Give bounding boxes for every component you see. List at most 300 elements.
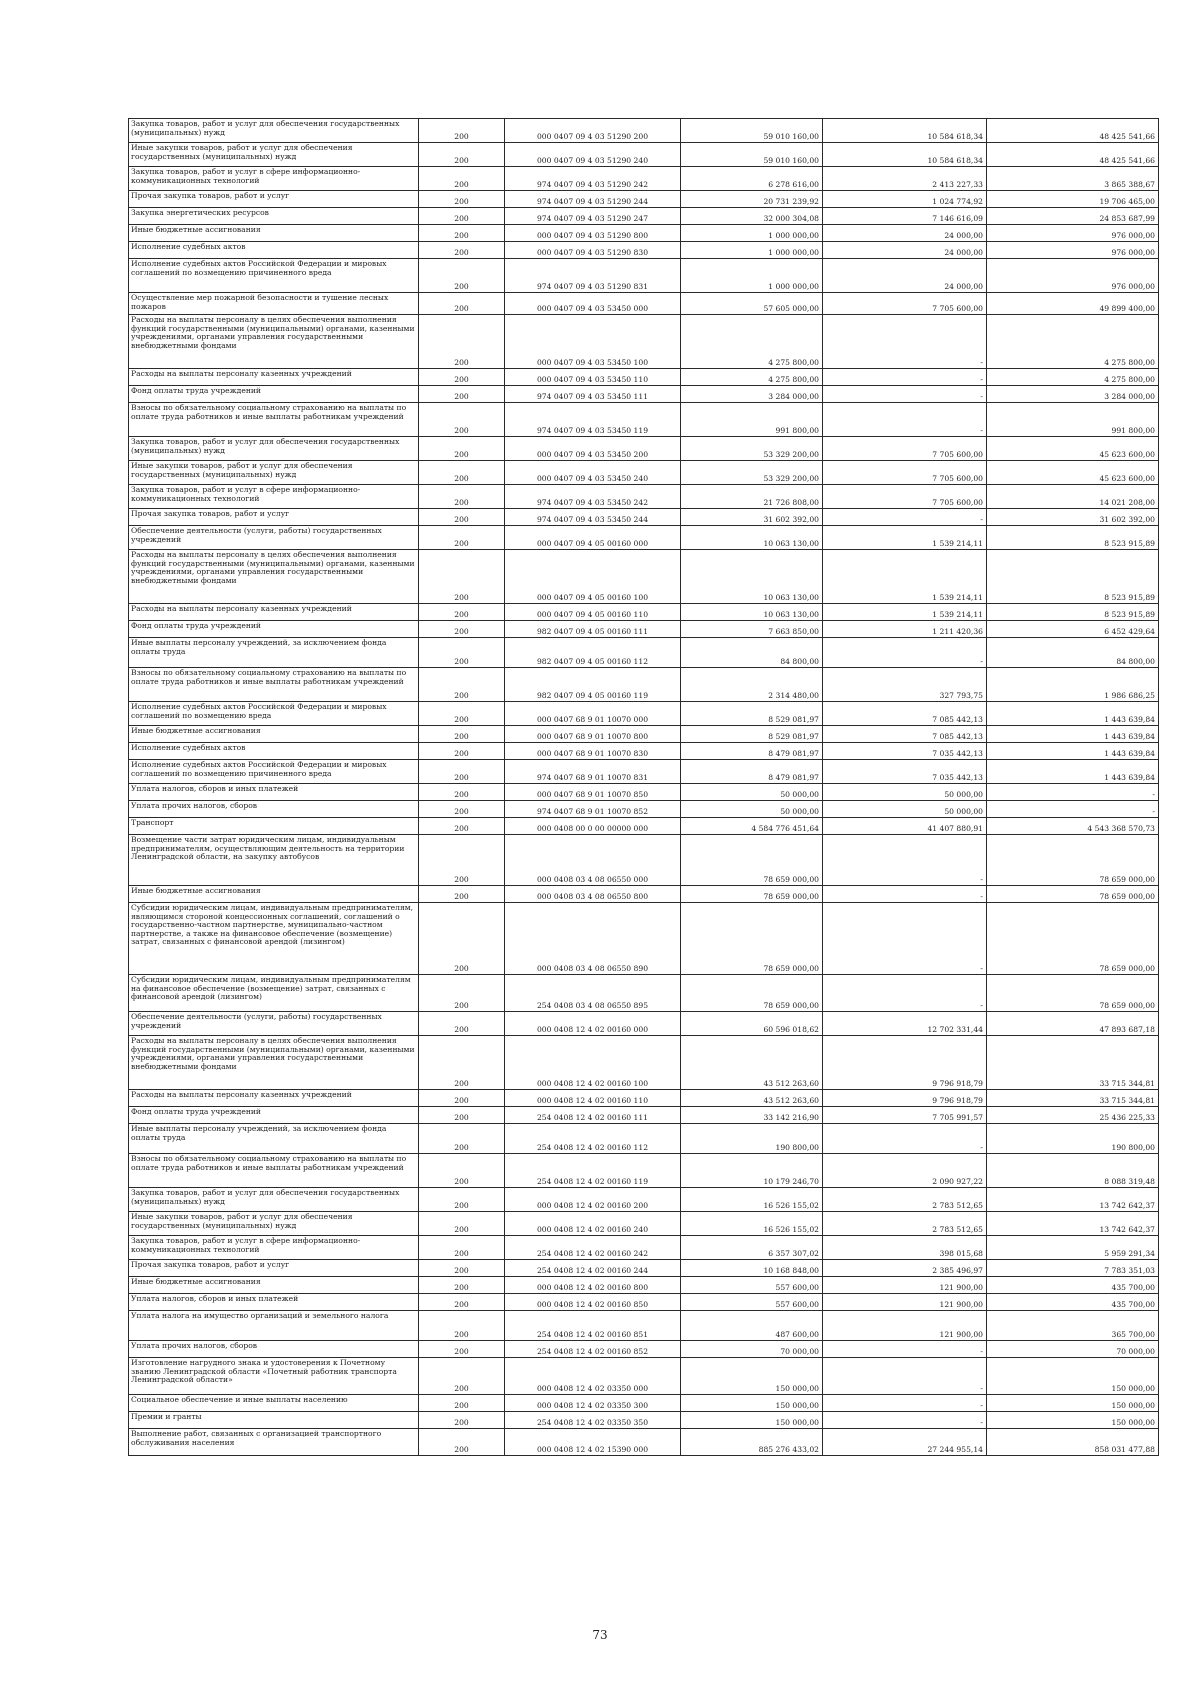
row-executed-amount-cell: 27 244 955,14 bbox=[823, 1429, 987, 1456]
row-executed-amount-cell: 7 705 600,00 bbox=[823, 293, 987, 315]
row-name-cell: Осуществление мер пожарной безопасности и тушение лесных пожаров bbox=[129, 293, 419, 315]
row-executed-amount-cell: 1 539 214,11 bbox=[823, 550, 987, 604]
row-classification-code-cell: 000 0408 12 4 02 00160 240 bbox=[505, 1212, 681, 1236]
row-unexecuted-amount-cell: 976 000,00 bbox=[987, 242, 1159, 259]
row-line-code-cell: 200 bbox=[419, 485, 505, 509]
table-row bbox=[129, 1358, 1159, 1395]
row-classification-code-cell: 000 0408 12 4 02 00160 100 bbox=[505, 1036, 681, 1090]
row-name-cell: Иные бюджетные ассигнования bbox=[129, 886, 419, 903]
row-unexecuted-amount-cell: 3 865 388,67 bbox=[987, 167, 1159, 191]
row-classification-code-cell: 982 0407 09 4 05 00160 111 bbox=[505, 621, 681, 638]
row-name-cell: Социальное обеспечение и иные выплаты населению bbox=[129, 1395, 419, 1412]
row-unexecuted-amount-cell: 8 523 915,89 bbox=[987, 550, 1159, 604]
row-line-code-cell: 200 bbox=[419, 760, 505, 784]
table-row bbox=[129, 242, 1159, 259]
row-unexecuted-amount-cell: 6 452 429,64 bbox=[987, 621, 1159, 638]
row-unexecuted-amount-cell: 45 623 600,00 bbox=[987, 437, 1159, 461]
table-row bbox=[129, 1012, 1159, 1036]
row-classification-code-cell: 254 0408 12 4 02 00160 851 bbox=[505, 1311, 681, 1341]
row-unexecuted-amount-cell: 991 800,00 bbox=[987, 403, 1159, 437]
row-classification-code-cell: 974 0407 09 4 03 53450 244 bbox=[505, 509, 681, 526]
row-line-code-cell: 200 bbox=[419, 403, 505, 437]
row-executed-amount-cell: 9 796 918,79 bbox=[823, 1090, 987, 1107]
row-unexecuted-amount-cell: 78 659 000,00 bbox=[987, 903, 1159, 975]
row-classification-code-cell: 000 0408 12 4 02 00160 110 bbox=[505, 1090, 681, 1107]
row-approved-amount-cell: 59 010 160,00 bbox=[681, 119, 823, 143]
table-row bbox=[129, 1429, 1159, 1456]
row-classification-code-cell: 000 0407 68 9 01 10070 000 bbox=[505, 702, 681, 726]
row-executed-amount-cell: 398 015,68 bbox=[823, 1236, 987, 1260]
table-row bbox=[129, 801, 1159, 818]
row-line-code-cell: 200 bbox=[419, 621, 505, 638]
row-classification-code-cell: 254 0408 12 4 02 00160 111 bbox=[505, 1107, 681, 1124]
row-classification-code-cell: 254 0408 12 4 02 00160 112 bbox=[505, 1124, 681, 1154]
row-line-code-cell: 200 bbox=[419, 167, 505, 191]
row-executed-amount-cell: - bbox=[823, 1358, 987, 1395]
table-row bbox=[129, 403, 1159, 437]
row-executed-amount-cell: 7 035 442,13 bbox=[823, 743, 987, 760]
table-row bbox=[129, 1188, 1159, 1212]
row-approved-amount-cell: 8 479 081,97 bbox=[681, 760, 823, 784]
table-row bbox=[129, 1412, 1159, 1429]
row-approved-amount-cell: 21 726 808,00 bbox=[681, 485, 823, 509]
row-approved-amount-cell: 57 605 000,00 bbox=[681, 293, 823, 315]
row-approved-amount-cell: 10 179 246,70 bbox=[681, 1154, 823, 1188]
row-executed-amount-cell: 7 705 600,00 bbox=[823, 461, 987, 485]
row-executed-amount-cell: 1 539 214,11 bbox=[823, 604, 987, 621]
row-line-code-cell: 200 bbox=[419, 1090, 505, 1107]
row-name-cell: Расходы на выплаты персоналу в целях обеспечения выполнения функций государственными (муниципальными) органами, казенными учреждениями, органами управления государственными внебюджетными фондами bbox=[129, 1036, 419, 1090]
row-name-cell: Субсидии юридическим лицам, индивидуальным предпринимателям, являющимся стороной концессионных соглашений, соглашений о государственно-частном партнерстве, муниципально-частном партнерстве, а также на финансовое обеспечение (возмещение) затрат, связанных с финансовой арендой (лизингом) bbox=[129, 903, 419, 975]
row-unexecuted-amount-cell: 31 602 392,00 bbox=[987, 509, 1159, 526]
row-line-code-cell: 200 bbox=[419, 1107, 505, 1124]
row-classification-code-cell: 000 0407 09 4 03 53450 240 bbox=[505, 461, 681, 485]
budget-execution-table bbox=[128, 118, 1159, 1456]
row-approved-amount-cell: 150 000,00 bbox=[681, 1395, 823, 1412]
row-line-code-cell: 200 bbox=[419, 702, 505, 726]
row-line-code-cell: 200 bbox=[419, 143, 505, 167]
row-unexecuted-amount-cell: 13 742 642,37 bbox=[987, 1188, 1159, 1212]
row-approved-amount-cell: 33 142 216,90 bbox=[681, 1107, 823, 1124]
row-executed-amount-cell: 121 900,00 bbox=[823, 1294, 987, 1311]
row-approved-amount-cell: 3 284 000,00 bbox=[681, 386, 823, 403]
row-approved-amount-cell: 7 663 850,00 bbox=[681, 621, 823, 638]
row-name-cell: Иные закупки товаров, работ и услуг для обеспечения государственных (муниципальных) нужд bbox=[129, 1212, 419, 1236]
row-executed-amount-cell: 7 085 442,13 bbox=[823, 702, 987, 726]
row-name-cell: Прочая закупка товаров, работ и услуг bbox=[129, 1260, 419, 1277]
row-approved-amount-cell: 70 000,00 bbox=[681, 1341, 823, 1358]
row-name-cell: Обеспечение деятельности (услуги, работы) государственных учреждений bbox=[129, 526, 419, 550]
table-row bbox=[129, 784, 1159, 801]
table-row bbox=[129, 119, 1159, 143]
table-row bbox=[129, 208, 1159, 225]
row-unexecuted-amount-cell: 1 443 639,84 bbox=[987, 702, 1159, 726]
row-classification-code-cell: 982 0407 09 4 05 00160 112 bbox=[505, 638, 681, 668]
row-classification-code-cell: 254 0408 12 4 02 00160 244 bbox=[505, 1260, 681, 1277]
table-row bbox=[129, 293, 1159, 315]
table-row bbox=[129, 760, 1159, 784]
page-number: 73 bbox=[592, 1628, 608, 1642]
row-executed-amount-cell: - bbox=[823, 1395, 987, 1412]
row-line-code-cell: 200 bbox=[419, 293, 505, 315]
row-executed-amount-cell: - bbox=[823, 903, 987, 975]
row-executed-amount-cell: 7 705 991,57 bbox=[823, 1107, 987, 1124]
table-row bbox=[129, 638, 1159, 668]
row-approved-amount-cell: 43 512 263,60 bbox=[681, 1090, 823, 1107]
row-line-code-cell: 200 bbox=[419, 1212, 505, 1236]
row-approved-amount-cell: 16 526 155,02 bbox=[681, 1212, 823, 1236]
row-line-code-cell: 200 bbox=[419, 604, 505, 621]
row-unexecuted-amount-cell: 150 000,00 bbox=[987, 1358, 1159, 1395]
row-name-cell: Исполнение судебных актов Российской Федерации и мировых соглашений по возмещению причиненного вреда bbox=[129, 760, 419, 784]
row-classification-code-cell: 974 0407 09 4 03 51290 831 bbox=[505, 259, 681, 293]
row-approved-amount-cell: 4 584 776 451,64 bbox=[681, 818, 823, 835]
table-row bbox=[129, 461, 1159, 485]
table-row bbox=[129, 369, 1159, 386]
row-unexecuted-amount-cell: 150 000,00 bbox=[987, 1395, 1159, 1412]
row-line-code-cell: 200 bbox=[419, 886, 505, 903]
row-name-cell: Возмещение части затрат юридическим лицам, индивидуальным предпринимателям, осуществляющим деятельность на территории Ленинградской области, на закупку автобусов bbox=[129, 835, 419, 886]
row-executed-amount-cell: 50 000,00 bbox=[823, 801, 987, 818]
row-unexecuted-amount-cell: 365 700,00 bbox=[987, 1311, 1159, 1341]
row-line-code-cell: 200 bbox=[419, 242, 505, 259]
row-classification-code-cell: 000 0407 68 9 01 10070 800 bbox=[505, 726, 681, 743]
table-row bbox=[129, 191, 1159, 208]
table-row bbox=[129, 818, 1159, 835]
table-row bbox=[129, 903, 1159, 975]
row-name-cell: Расходы на выплаты персоналу казенных учреждений bbox=[129, 1090, 419, 1107]
row-unexecuted-amount-cell: 84 800,00 bbox=[987, 638, 1159, 668]
row-classification-code-cell: 000 0407 09 4 03 51290 800 bbox=[505, 225, 681, 242]
row-name-cell: Транспорт bbox=[129, 818, 419, 835]
row-executed-amount-cell: 7 705 600,00 bbox=[823, 437, 987, 461]
table-row bbox=[129, 259, 1159, 293]
row-classification-code-cell: 000 0407 09 4 05 00160 110 bbox=[505, 604, 681, 621]
table-row bbox=[129, 437, 1159, 461]
row-line-code-cell: 200 bbox=[419, 437, 505, 461]
row-line-code-cell: 200 bbox=[419, 1294, 505, 1311]
row-name-cell: Изготовление нагрудного знака и удостоверения к Почетному званию Ленинградской области «Почетный работник транспорта Ленинградской области» bbox=[129, 1358, 419, 1395]
row-executed-amount-cell: 50 000,00 bbox=[823, 784, 987, 801]
table-row bbox=[129, 835, 1159, 886]
row-unexecuted-amount-cell: 8 088 319,48 bbox=[987, 1154, 1159, 1188]
row-unexecuted-amount-cell: - bbox=[987, 784, 1159, 801]
row-classification-code-cell: 000 0407 68 9 01 10070 830 bbox=[505, 743, 681, 760]
row-line-code-cell: 200 bbox=[419, 225, 505, 242]
row-name-cell: Субсидии юридическим лицам, индивидуальным предпринимателям на финансовое обеспечение (возмещение) затрат, связанных с финансовой арендой (лизингом) bbox=[129, 975, 419, 1012]
row-approved-amount-cell: 1 000 000,00 bbox=[681, 225, 823, 242]
row-approved-amount-cell: 150 000,00 bbox=[681, 1412, 823, 1429]
row-name-cell: Исполнение судебных актов bbox=[129, 743, 419, 760]
row-classification-code-cell: 000 0408 03 4 08 06550 000 bbox=[505, 835, 681, 886]
row-executed-amount-cell: - bbox=[823, 1412, 987, 1429]
row-approved-amount-cell: 487 600,00 bbox=[681, 1311, 823, 1341]
row-name-cell: Закупка товаров, работ и услуг для обеспечения государственных (муниципальных) нужд bbox=[129, 119, 419, 143]
row-executed-amount-cell: - bbox=[823, 509, 987, 526]
row-line-code-cell: 200 bbox=[419, 726, 505, 743]
row-line-code-cell: 200 bbox=[419, 1358, 505, 1395]
row-unexecuted-amount-cell: 7 783 351,03 bbox=[987, 1260, 1159, 1277]
row-classification-code-cell: 000 0408 12 4 02 03350 000 bbox=[505, 1358, 681, 1395]
row-name-cell: Исполнение судебных актов bbox=[129, 242, 419, 259]
row-line-code-cell: 200 bbox=[419, 1395, 505, 1412]
row-unexecuted-amount-cell: 47 893 687,18 bbox=[987, 1012, 1159, 1036]
row-line-code-cell: 200 bbox=[419, 1277, 505, 1294]
row-executed-amount-cell: 24 000,00 bbox=[823, 225, 987, 242]
row-unexecuted-amount-cell: 78 659 000,00 bbox=[987, 886, 1159, 903]
row-line-code-cell: 200 bbox=[419, 1188, 505, 1212]
table-row bbox=[129, 702, 1159, 726]
row-classification-code-cell: 974 0407 09 4 03 53450 111 bbox=[505, 386, 681, 403]
row-line-code-cell: 200 bbox=[419, 784, 505, 801]
row-unexecuted-amount-cell: 19 706 465,00 bbox=[987, 191, 1159, 208]
row-line-code-cell: 200 bbox=[419, 1412, 505, 1429]
table-row bbox=[129, 1341, 1159, 1358]
row-line-code-cell: 200 bbox=[419, 1012, 505, 1036]
table-row bbox=[129, 1036, 1159, 1090]
row-executed-amount-cell: 24 000,00 bbox=[823, 242, 987, 259]
table-row bbox=[129, 1294, 1159, 1311]
row-name-cell: Расходы на выплаты персоналу казенных учреждений bbox=[129, 369, 419, 386]
row-line-code-cell: 200 bbox=[419, 1124, 505, 1154]
row-executed-amount-cell: - bbox=[823, 369, 987, 386]
row-name-cell: Взносы по обязательному социальному страхованию на выплаты по оплате труда работников и иные выплаты работникам учреждений bbox=[129, 403, 419, 437]
row-name-cell: Иные бюджетные ассигнования bbox=[129, 1277, 419, 1294]
row-name-cell: Иные выплаты персоналу учреждений, за исключением фонда оплаты труда bbox=[129, 638, 419, 668]
row-approved-amount-cell: 31 602 392,00 bbox=[681, 509, 823, 526]
row-name-cell: Закупка товаров, работ и услуг для обеспечения государственных (муниципальных) нужд bbox=[129, 1188, 419, 1212]
table-row bbox=[129, 143, 1159, 167]
row-unexecuted-amount-cell: 435 700,00 bbox=[987, 1294, 1159, 1311]
row-line-code-cell: 200 bbox=[419, 369, 505, 386]
row-name-cell: Закупка товаров, работ и услуг в сфере информационно-коммуникационных технологий bbox=[129, 167, 419, 191]
row-unexecuted-amount-cell: 25 436 225,33 bbox=[987, 1107, 1159, 1124]
row-approved-amount-cell: 60 596 018,62 bbox=[681, 1012, 823, 1036]
table-row bbox=[129, 1236, 1159, 1260]
row-executed-amount-cell: 1 024 774,92 bbox=[823, 191, 987, 208]
row-unexecuted-amount-cell: 48 425 541,66 bbox=[987, 119, 1159, 143]
row-classification-code-cell: 000 0408 12 4 02 00160 850 bbox=[505, 1294, 681, 1311]
row-line-code-cell: 200 bbox=[419, 259, 505, 293]
row-classification-code-cell: 000 0407 09 4 03 53450 200 bbox=[505, 437, 681, 461]
row-name-cell: Расходы на выплаты персоналу в целях обеспечения выполнения функций государственными (муниципальными) органами, казенными учреждениями, органами управления государственными внебюджетными фондами bbox=[129, 550, 419, 604]
row-name-cell: Исполнение судебных актов Российской Федерации и мировых соглашений по возмещению причиненного вреда bbox=[129, 259, 419, 293]
row-name-cell: Иные закупки товаров, работ и услуг для обеспечения государственных (муниципальных) нужд bbox=[129, 143, 419, 167]
row-approved-amount-cell: 50 000,00 bbox=[681, 784, 823, 801]
row-approved-amount-cell: 84 800,00 bbox=[681, 638, 823, 668]
row-approved-amount-cell: 8 529 081,97 bbox=[681, 726, 823, 743]
row-approved-amount-cell: 150 000,00 bbox=[681, 1358, 823, 1395]
row-unexecuted-amount-cell: 8 523 915,89 bbox=[987, 526, 1159, 550]
row-unexecuted-amount-cell: 976 000,00 bbox=[987, 225, 1159, 242]
row-approved-amount-cell: 10 168 848,00 bbox=[681, 1260, 823, 1277]
row-classification-code-cell: 000 0408 12 4 02 03350 300 bbox=[505, 1395, 681, 1412]
row-executed-amount-cell: 2 090 927,22 bbox=[823, 1154, 987, 1188]
row-classification-code-cell: 000 0408 12 4 02 00160 200 bbox=[505, 1188, 681, 1212]
row-classification-code-cell: 000 0407 09 4 03 53450 110 bbox=[505, 369, 681, 386]
row-classification-code-cell: 000 0407 09 4 03 53450 100 bbox=[505, 315, 681, 369]
row-classification-code-cell: 000 0408 03 4 08 06550 800 bbox=[505, 886, 681, 903]
row-classification-code-cell: 000 0407 68 9 01 10070 850 bbox=[505, 784, 681, 801]
row-name-cell: Уплата налога на имущество организаций и земельного налога bbox=[129, 1311, 419, 1341]
row-classification-code-cell: 254 0408 12 4 02 00160 852 bbox=[505, 1341, 681, 1358]
row-line-code-cell: 200 bbox=[419, 801, 505, 818]
row-name-cell: Исполнение судебных актов Российской Федерации и мировых соглашений по возмещению вреда bbox=[129, 702, 419, 726]
row-unexecuted-amount-cell: 1 443 639,84 bbox=[987, 760, 1159, 784]
row-executed-amount-cell: - bbox=[823, 315, 987, 369]
row-approved-amount-cell: 50 000,00 bbox=[681, 801, 823, 818]
row-executed-amount-cell: 7 085 442,13 bbox=[823, 726, 987, 743]
row-executed-amount-cell: 7 705 600,00 bbox=[823, 485, 987, 509]
table-body bbox=[129, 119, 1159, 1456]
row-executed-amount-cell: 41 407 880,91 bbox=[823, 818, 987, 835]
row-line-code-cell: 200 bbox=[419, 315, 505, 369]
row-executed-amount-cell: - bbox=[823, 386, 987, 403]
row-unexecuted-amount-cell: 14 021 208,00 bbox=[987, 485, 1159, 509]
table-row bbox=[129, 1395, 1159, 1412]
row-approved-amount-cell: 885 276 433,02 bbox=[681, 1429, 823, 1456]
table-row bbox=[129, 668, 1159, 702]
row-executed-amount-cell: 24 000,00 bbox=[823, 259, 987, 293]
row-name-cell: Прочая закупка товаров, работ и услуг bbox=[129, 509, 419, 526]
row-unexecuted-amount-cell: 24 853 687,99 bbox=[987, 208, 1159, 225]
table-row bbox=[129, 975, 1159, 1012]
row-classification-code-cell: 974 0407 09 4 03 51290 242 bbox=[505, 167, 681, 191]
row-executed-amount-cell: 2 385 496,97 bbox=[823, 1260, 987, 1277]
row-executed-amount-cell: - bbox=[823, 835, 987, 886]
row-approved-amount-cell: 10 063 130,00 bbox=[681, 604, 823, 621]
row-classification-code-cell: 254 0408 12 4 02 03350 350 bbox=[505, 1412, 681, 1429]
row-name-cell: Премии и гранты bbox=[129, 1412, 419, 1429]
row-line-code-cell: 200 bbox=[419, 509, 505, 526]
row-line-code-cell: 200 bbox=[419, 638, 505, 668]
row-unexecuted-amount-cell: 8 523 915,89 bbox=[987, 604, 1159, 621]
row-name-cell: Взносы по обязательному социальному страхованию на выплаты по оплате труда работников и иные выплаты работникам учреждений bbox=[129, 668, 419, 702]
row-name-cell: Иные закупки товаров, работ и услуг для обеспечения государственных (муниципальных) нужд bbox=[129, 461, 419, 485]
table-row bbox=[129, 485, 1159, 509]
row-line-code-cell: 200 bbox=[419, 668, 505, 702]
table-row bbox=[129, 167, 1159, 191]
row-executed-amount-cell: 10 584 618,34 bbox=[823, 119, 987, 143]
row-line-code-cell: 200 bbox=[419, 526, 505, 550]
row-name-cell: Выполнение работ, связанных с организацией транспортного обслуживания населения bbox=[129, 1429, 419, 1456]
row-classification-code-cell: 000 0408 12 4 02 15390 000 bbox=[505, 1429, 681, 1456]
row-name-cell: Иные выплаты персоналу учреждений, за исключением фонда оплаты труда bbox=[129, 1124, 419, 1154]
row-approved-amount-cell: 20 731 239,92 bbox=[681, 191, 823, 208]
row-approved-amount-cell: 16 526 155,02 bbox=[681, 1188, 823, 1212]
table-row bbox=[129, 886, 1159, 903]
row-executed-amount-cell: 327 793,75 bbox=[823, 668, 987, 702]
row-approved-amount-cell: 78 659 000,00 bbox=[681, 835, 823, 886]
row-name-cell: Фонд оплаты труда учреждений bbox=[129, 1107, 419, 1124]
row-line-code-cell: 200 bbox=[419, 550, 505, 604]
row-name-cell: Расходы на выплаты персоналу казенных учреждений bbox=[129, 604, 419, 621]
row-executed-amount-cell: - bbox=[823, 886, 987, 903]
row-approved-amount-cell: 78 659 000,00 bbox=[681, 975, 823, 1012]
row-line-code-cell: 200 bbox=[419, 119, 505, 143]
row-classification-code-cell: 974 0407 09 4 03 51290 244 bbox=[505, 191, 681, 208]
table-row bbox=[129, 526, 1159, 550]
row-line-code-cell: 200 bbox=[419, 975, 505, 1012]
row-executed-amount-cell: - bbox=[823, 1124, 987, 1154]
row-name-cell: Закупка товаров, работ и услуг для обеспечения государственных (муниципальных) нужд bbox=[129, 437, 419, 461]
row-line-code-cell: 200 bbox=[419, 1260, 505, 1277]
row-unexecuted-amount-cell: 4 275 800,00 bbox=[987, 369, 1159, 386]
row-line-code-cell: 200 bbox=[419, 835, 505, 886]
row-unexecuted-amount-cell: 1 443 639,84 bbox=[987, 726, 1159, 743]
row-executed-amount-cell: 7 146 616,09 bbox=[823, 208, 987, 225]
row-classification-code-cell: 982 0407 09 4 05 00160 119 bbox=[505, 668, 681, 702]
row-approved-amount-cell: 8 529 081,97 bbox=[681, 702, 823, 726]
row-unexecuted-amount-cell: 78 659 000,00 bbox=[987, 975, 1159, 1012]
row-unexecuted-amount-cell: 190 800,00 bbox=[987, 1124, 1159, 1154]
row-approved-amount-cell: 8 479 081,97 bbox=[681, 743, 823, 760]
row-approved-amount-cell: 59 010 160,00 bbox=[681, 143, 823, 167]
row-line-code-cell: 200 bbox=[419, 1036, 505, 1090]
row-name-cell: Взносы по обязательному социальному страхованию на выплаты по оплате труда работников и иные выплаты работникам учреждений bbox=[129, 1154, 419, 1188]
row-executed-amount-cell: 2 783 512,65 bbox=[823, 1212, 987, 1236]
row-approved-amount-cell: 10 063 130,00 bbox=[681, 526, 823, 550]
row-executed-amount-cell: 2 413 227,33 bbox=[823, 167, 987, 191]
row-name-cell: Уплата налогов, сборов и иных платежей bbox=[129, 784, 419, 801]
row-executed-amount-cell: 121 900,00 bbox=[823, 1277, 987, 1294]
row-classification-code-cell: 974 0407 09 4 03 53450 119 bbox=[505, 403, 681, 437]
row-approved-amount-cell: 6 278 616,00 bbox=[681, 167, 823, 191]
row-executed-amount-cell: 12 702 331,44 bbox=[823, 1012, 987, 1036]
row-unexecuted-amount-cell: 48 425 541,66 bbox=[987, 143, 1159, 167]
row-classification-code-cell: 974 0407 09 4 03 53450 242 bbox=[505, 485, 681, 509]
row-name-cell: Закупка товаров, работ и услуг в сфере информационно-коммуникационных технологий bbox=[129, 485, 419, 509]
row-approved-amount-cell: 53 329 200,00 bbox=[681, 461, 823, 485]
row-line-code-cell: 200 bbox=[419, 1429, 505, 1456]
table-row bbox=[129, 604, 1159, 621]
row-executed-amount-cell: 10 584 618,34 bbox=[823, 143, 987, 167]
row-classification-code-cell: 000 0407 09 4 03 51290 830 bbox=[505, 242, 681, 259]
table-row bbox=[129, 726, 1159, 743]
row-approved-amount-cell: 43 512 263,60 bbox=[681, 1036, 823, 1090]
row-name-cell: Иные бюджетные ассигнования bbox=[129, 225, 419, 242]
row-name-cell: Уплата прочих налогов, сборов bbox=[129, 1341, 419, 1358]
row-line-code-cell: 200 bbox=[419, 818, 505, 835]
table-row bbox=[129, 509, 1159, 526]
table-row bbox=[129, 386, 1159, 403]
row-unexecuted-amount-cell: 1 443 639,84 bbox=[987, 743, 1159, 760]
row-unexecuted-amount-cell: 4 543 368 570,73 bbox=[987, 818, 1159, 835]
row-name-cell: Прочая закупка товаров, работ и услуг bbox=[129, 191, 419, 208]
row-executed-amount-cell: 1 539 214,11 bbox=[823, 526, 987, 550]
row-classification-code-cell: 254 0408 03 4 08 06550 895 bbox=[505, 975, 681, 1012]
row-approved-amount-cell: 557 600,00 bbox=[681, 1277, 823, 1294]
row-executed-amount-cell: - bbox=[823, 638, 987, 668]
row-name-cell: Фонд оплаты труда учреждений bbox=[129, 386, 419, 403]
table-row bbox=[129, 1090, 1159, 1107]
row-name-cell: Уплата налогов, сборов и иных платежей bbox=[129, 1294, 419, 1311]
row-name-cell: Фонд оплаты труда учреждений bbox=[129, 621, 419, 638]
row-classification-code-cell: 000 0407 09 4 03 51290 200 bbox=[505, 119, 681, 143]
row-unexecuted-amount-cell: 150 000,00 bbox=[987, 1412, 1159, 1429]
table-row bbox=[129, 1260, 1159, 1277]
row-name-cell: Обеспечение деятельности (услуги, работы) государственных учреждений bbox=[129, 1012, 419, 1036]
table-row bbox=[129, 1154, 1159, 1188]
row-name-cell: Закупка энергетических ресурсов bbox=[129, 208, 419, 225]
row-classification-code-cell: 974 0407 68 9 01 10070 831 bbox=[505, 760, 681, 784]
row-classification-code-cell: 000 0408 12 4 02 00160 000 bbox=[505, 1012, 681, 1036]
row-unexecuted-amount-cell: 3 284 000,00 bbox=[987, 386, 1159, 403]
row-unexecuted-amount-cell: 858 031 477,88 bbox=[987, 1429, 1159, 1456]
row-classification-code-cell: 254 0408 12 4 02 00160 119 bbox=[505, 1154, 681, 1188]
row-approved-amount-cell: 1 000 000,00 bbox=[681, 259, 823, 293]
row-classification-code-cell: 000 0408 03 4 08 06550 890 bbox=[505, 903, 681, 975]
